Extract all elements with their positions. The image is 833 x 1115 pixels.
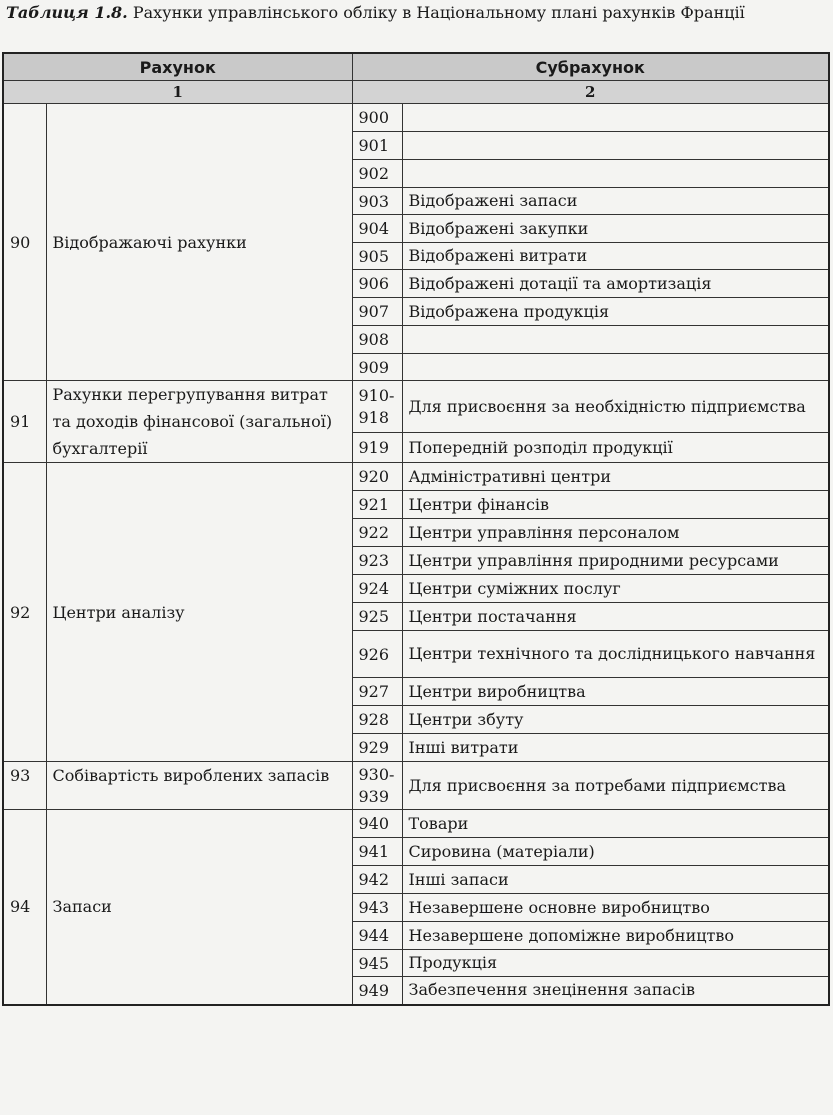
subaccount-code: 949 bbox=[352, 977, 402, 1005]
subaccount-name: Незавершене основне виробництво bbox=[402, 894, 829, 922]
subaccount-code: 919 bbox=[352, 433, 402, 463]
subaccount-name: Центри виробництва bbox=[402, 678, 829, 706]
account-name: Рахунки перегрупування витрат та доходів фінансової (загальної) бухгалтерії bbox=[46, 381, 352, 463]
subaccount-name bbox=[402, 132, 829, 160]
subaccount-name: Адміністративні центри bbox=[402, 463, 829, 491]
account-name: Відображаючі рахунки bbox=[46, 104, 352, 381]
subaccount-code: 943 bbox=[352, 894, 402, 922]
subaccount-name: Інші запаси bbox=[402, 866, 829, 894]
subaccount-name: Центри збуту bbox=[402, 706, 829, 734]
subaccount-code: 942 bbox=[352, 866, 402, 894]
subaccount-code: 906 bbox=[352, 270, 402, 298]
subaccount-name: Центри суміжних послуг bbox=[402, 575, 829, 603]
subaccount-code: 922 bbox=[352, 519, 402, 547]
subaccount-name: Центри фінансів bbox=[402, 491, 829, 519]
subaccount-code: 941 bbox=[352, 838, 402, 866]
accounts-table bbox=[2, 52, 830, 1006]
caption-label: Таблиця 1.8. bbox=[6, 3, 128, 22]
subaccount-code: 910- 918 bbox=[352, 381, 402, 433]
subaccount-code: 927 bbox=[352, 678, 402, 706]
subaccount-code: 945 bbox=[352, 950, 402, 977]
subaccount-name: Центри постачання bbox=[402, 603, 829, 631]
account-name: Центри аналізу bbox=[46, 463, 352, 762]
subaccount-name: Відображені запаси bbox=[402, 188, 829, 215]
table-caption bbox=[6, 3, 831, 22]
subaccount-code: 907 bbox=[352, 298, 402, 326]
subaccount-name: Попередній розподіл продукції bbox=[402, 433, 829, 463]
header-row bbox=[3, 53, 829, 81]
header-account: Рахунок bbox=[3, 53, 352, 81]
subaccount-code: 926 bbox=[352, 631, 402, 678]
subaccount-code: 900 bbox=[352, 104, 402, 132]
subaccount-code: 909 bbox=[352, 354, 402, 381]
subaccount-name: Центри технічного та дослідницького навчання bbox=[402, 631, 829, 678]
column-number-subaccount: 2 bbox=[352, 81, 829, 104]
column-number-account: 1 bbox=[3, 81, 352, 104]
subaccount-code: 944 bbox=[352, 922, 402, 950]
subaccount-code: 925 bbox=[352, 603, 402, 631]
subaccount-name: Для присвоєння за потребами підприємства bbox=[402, 762, 829, 810]
subaccount-code: 929 bbox=[352, 734, 402, 762]
subaccount-code: 921 bbox=[352, 491, 402, 519]
subaccount-code: 923 bbox=[352, 547, 402, 575]
subaccount-name: Продукція bbox=[402, 950, 829, 977]
header-subaccount: Субрахунок bbox=[352, 53, 829, 81]
table-row bbox=[3, 810, 829, 838]
account-name: Запаси bbox=[46, 810, 352, 1005]
caption-title: Рахунки управлінського обліку в Національному плані рахунків Франції bbox=[132, 3, 745, 22]
subaccount-code: 930- 939 bbox=[352, 762, 402, 810]
subaccount-code: 903 bbox=[352, 188, 402, 215]
subaccount-name: Для присвоєння за необхідністю підприємства bbox=[402, 381, 829, 433]
account-code: 94 bbox=[3, 810, 46, 1005]
table-row bbox=[3, 104, 829, 132]
subaccount-name: Відображені дотації та амортизація bbox=[402, 270, 829, 298]
subaccount-code: 920 bbox=[352, 463, 402, 491]
subaccount-name bbox=[402, 326, 829, 354]
subaccount-name: Відображена продукція bbox=[402, 298, 829, 326]
subaccount-name: Товари bbox=[402, 810, 829, 838]
subaccount-code: 904 bbox=[352, 215, 402, 243]
subaccount-name: Інші витрати bbox=[402, 734, 829, 762]
subaccount-name bbox=[402, 160, 829, 188]
subaccount-name bbox=[402, 354, 829, 381]
table-row bbox=[3, 381, 829, 433]
account-code: 91 bbox=[3, 381, 46, 463]
subaccount-name: Центри управління персоналом bbox=[402, 519, 829, 547]
table-row bbox=[3, 463, 829, 491]
account-code: 93 bbox=[3, 762, 46, 810]
subaccount-code: 940 bbox=[352, 810, 402, 838]
subaccount-name: Сировина (матеріали) bbox=[402, 838, 829, 866]
account-name: Собівартість вироблених запасів bbox=[46, 762, 352, 810]
subaccount-name: Незавершене допоміжне виробництво bbox=[402, 922, 829, 950]
subaccount-name: Відображені витрати bbox=[402, 243, 829, 270]
subaccount-code: 901 bbox=[352, 132, 402, 160]
account-code: 90 bbox=[3, 104, 46, 381]
column-number-row bbox=[3, 81, 829, 104]
subaccount-name: Забезпечення знецінення запасів bbox=[402, 977, 829, 1005]
subaccount-code: 924 bbox=[352, 575, 402, 603]
subaccount-code: 908 bbox=[352, 326, 402, 354]
subaccount-code: 905 bbox=[352, 243, 402, 270]
subaccount-code: 902 bbox=[352, 160, 402, 188]
table-row bbox=[3, 762, 829, 810]
account-code: 92 bbox=[3, 463, 46, 762]
subaccount-name: Центри управління природними ресурсами bbox=[402, 547, 829, 575]
subaccount-code: 928 bbox=[352, 706, 402, 734]
subaccount-name bbox=[402, 104, 829, 132]
subaccount-name: Відображені закупки bbox=[402, 215, 829, 243]
